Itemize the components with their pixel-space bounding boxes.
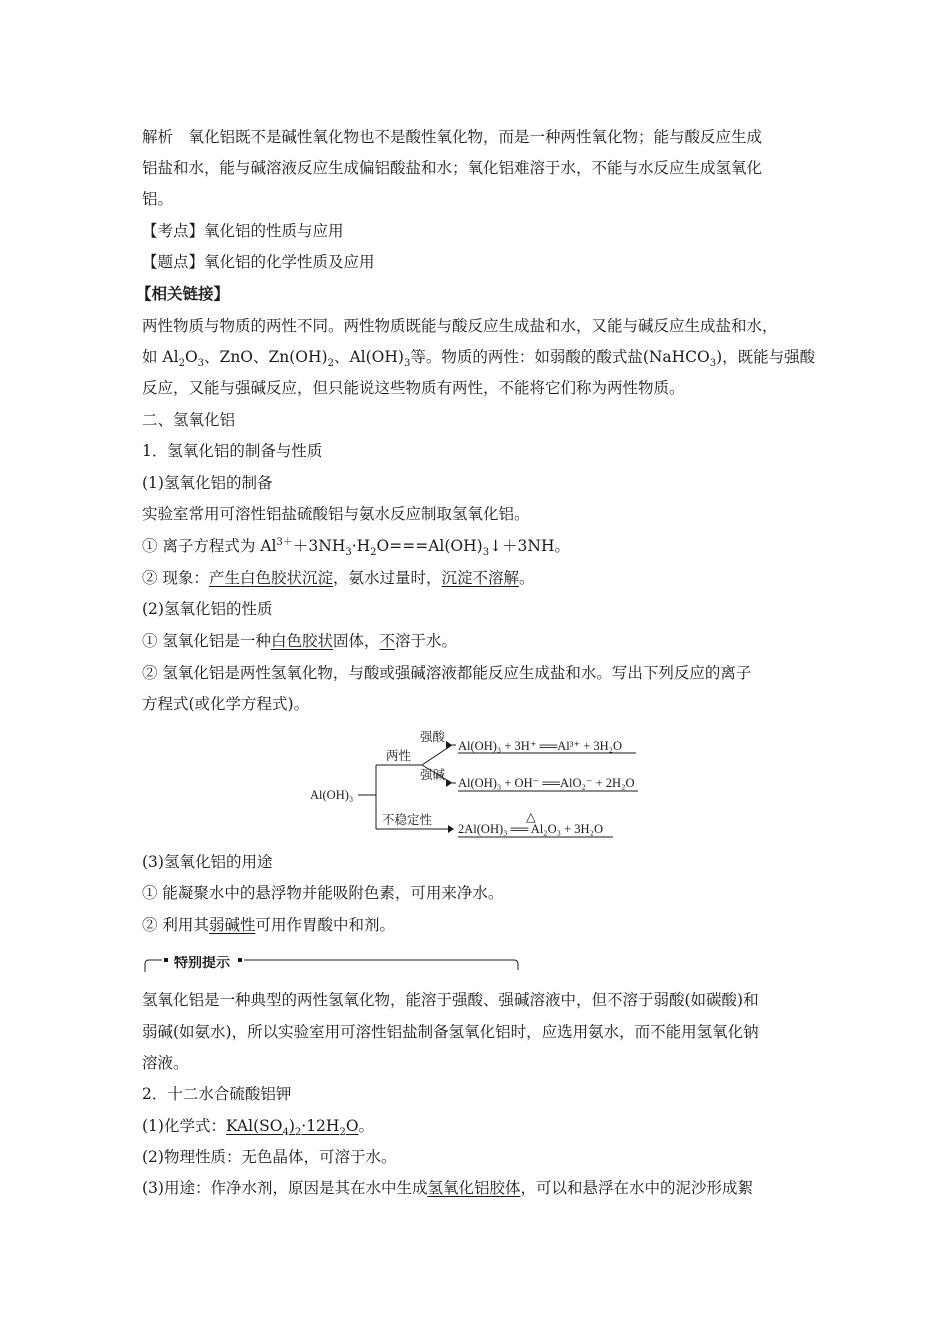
l27-g: 2 (339, 1127, 346, 1139)
l8-b: 2 (178, 358, 185, 370)
l8-e: 、ZnO、Zn(OH) (204, 348, 328, 366)
line-19: 方程式(或化学方程式)。 (142, 695, 310, 713)
l14-e: ·H (351, 537, 371, 555)
property-2: ② 氢氧化铝是两性氢氧化物，与酸或强碱溶液都能反应生成盐和水。写出下列反应的离子 (142, 664, 752, 682)
l27-f: ·12H (301, 1117, 340, 1135)
l17-e: 溶于水。 (394, 632, 457, 650)
l8-j: 3 (709, 358, 717, 370)
l14-i: ↓＋3NH。 (489, 537, 570, 555)
subsection-2: 2．十二水合硫酸铝钾 (142, 1085, 292, 1103)
l15-e: 。 (518, 569, 535, 587)
strong-base-label: 强碱 (420, 768, 446, 782)
phenomenon (142, 567, 535, 589)
l14-d: 3 (345, 547, 352, 559)
l15-b: 产生白色胶状沉淀 (208, 569, 333, 587)
line-3: 铝。 (142, 190, 174, 208)
line-13: 实验室常用可溶性铝盐硫酸铝与氨水反应制取氢氧化铝。 (142, 505, 530, 523)
special-tip-title: 特别提示 (174, 956, 230, 971)
item-3-uses: (3)氢氧化铝的用途 (142, 853, 273, 871)
use-1: ① 能凝聚水中的悬浮物并能吸附色素，可用来净水。 (142, 884, 504, 902)
chemical-formula (142, 1115, 374, 1137)
tip-line-2: 弱碱(如氨水)，所以实验室用可溶性铝盐制备氢氧化铝时，应选用氨水，而不能用氢氧化钠 (142, 1023, 759, 1041)
l27-a: (1)化学式： (142, 1117, 226, 1135)
item-1-preparation: (1)氢氧化铝的制备 (142, 474, 273, 492)
physical-properties: (2)物理性质：无色晶体，可溶于水。 (142, 1148, 397, 1166)
l14-b: 3＋ (276, 536, 293, 548)
equation-base: Al(OH)₃ + OH⁻ ══AlO₂⁻ + 2H₂O (458, 776, 635, 790)
item-2-properties: (2)氢氧化铝的性质 (142, 600, 273, 618)
l17-c: 固体， (332, 632, 380, 650)
l27-b: KAl(SO (225, 1117, 283, 1135)
equation-heat: 2Al(OH)₃ ══ Al₂O₃ + 3H₂O (458, 822, 603, 836)
l27-h: O (345, 1117, 359, 1135)
reaction-diagram (308, 727, 648, 839)
uses-line (142, 1177, 753, 1199)
l27-d: ) (288, 1117, 295, 1135)
l8-f: 2 (327, 358, 334, 370)
l22-b: 弱碱性 (208, 916, 256, 934)
ionic-equation (142, 535, 570, 557)
l15-c: ，氨水过量时， (332, 569, 442, 587)
instability-label: 不稳定性 (382, 813, 433, 827)
line-2: 铝盐和水，能与碱溶液反应生成偏铝酸盐和水；氧化铝难溶于水，不能与水反应生成氢氧化 (142, 159, 763, 177)
property-1 (142, 630, 457, 652)
l27-e: 2 (294, 1127, 302, 1139)
l8-g: 、Al(OH) (333, 348, 404, 366)
root-label: Al(OH)₃ (310, 788, 354, 802)
l29-b: 氢氧化铝胶体 (427, 1179, 521, 1197)
l22-c: 可用作胃酸中和剂。 (255, 916, 395, 934)
l14-c: ＋3NH (292, 537, 346, 555)
strong-acid-label: 强酸 (420, 730, 446, 744)
l8-a: 如 Al (142, 348, 179, 366)
special-tip-header (142, 956, 520, 974)
formula-underlined (225, 1117, 359, 1139)
tip-line-1: 氢氧化铝是一种典型的两性氢氧化物，能溶于强酸、强碱溶液中，但不溶于弱酸(如碳酸)和 (142, 991, 759, 1009)
l29-c: ，可以和悬浮在水中的泥沙形成絮 (520, 1179, 753, 1197)
l14-h: 3 (482, 547, 490, 559)
related-link-heading: 【相关链接】 (136, 284, 230, 303)
line-8 (142, 346, 815, 368)
subsection-1: 1．氢氧化铝的制备与性质 (142, 442, 323, 460)
l14-g: O===Al(OH) (376, 537, 483, 555)
tidian: 【题点】氧化铝的化学性质及应用 (142, 253, 375, 271)
l15-a: ② 现象： (142, 569, 209, 587)
line-7: 两性物质与物质的两性不同。两性物质既能与酸反应生成盐和水，又能与碱反应生成盐和水， (142, 317, 778, 335)
l8-c: O (184, 348, 198, 366)
l8-h: 3 (403, 358, 411, 370)
kaodian: 【考点】氧化铝的性质与应用 (142, 222, 344, 240)
line-9: 反应，又能与强碱反应，但只能说这些物质有两性，不能将它们称为两性物质。 (142, 379, 685, 397)
l14-f: 2 (370, 547, 377, 559)
line-1: 解析 氧化铝既不是碱性氧化物也不是酸性氧化物，而是一种两性氧化物；能与酸反应生成 (142, 128, 763, 146)
section-heading: 二、氢氧化铝 (142, 411, 236, 429)
l27-c: 4 (282, 1127, 289, 1139)
l8-d: 3 (197, 358, 205, 370)
l17-d: 不 (379, 632, 395, 650)
equation-acid: Al(OH)₃ + 3H⁺ ══Al³⁺ + 3H₂O (458, 739, 623, 753)
l14-a: ① 离子方程式为 Al (142, 537, 277, 555)
amphoteric-label: 两性 (386, 749, 412, 763)
tip-line-3: 溶液。 (142, 1054, 189, 1072)
l17-a: ① 氢氧化铝是一种 (142, 632, 271, 650)
l22-a: ② 利用其 (142, 916, 209, 934)
l17-b: 白色胶状 (270, 632, 333, 650)
l8-k: )，既能与强酸 (716, 348, 816, 366)
heat-icon: △ (526, 810, 536, 824)
l8-i: 等。物质的两性：如弱酸的酸式盐(NaHCO (410, 348, 710, 366)
l29-a: (3)用途：作净水剂，原因是其在水中生成 (142, 1179, 428, 1197)
l27-i: 。 (358, 1117, 375, 1135)
use-2 (142, 914, 395, 936)
l15-d: 沉淀不溶解 (441, 569, 519, 587)
